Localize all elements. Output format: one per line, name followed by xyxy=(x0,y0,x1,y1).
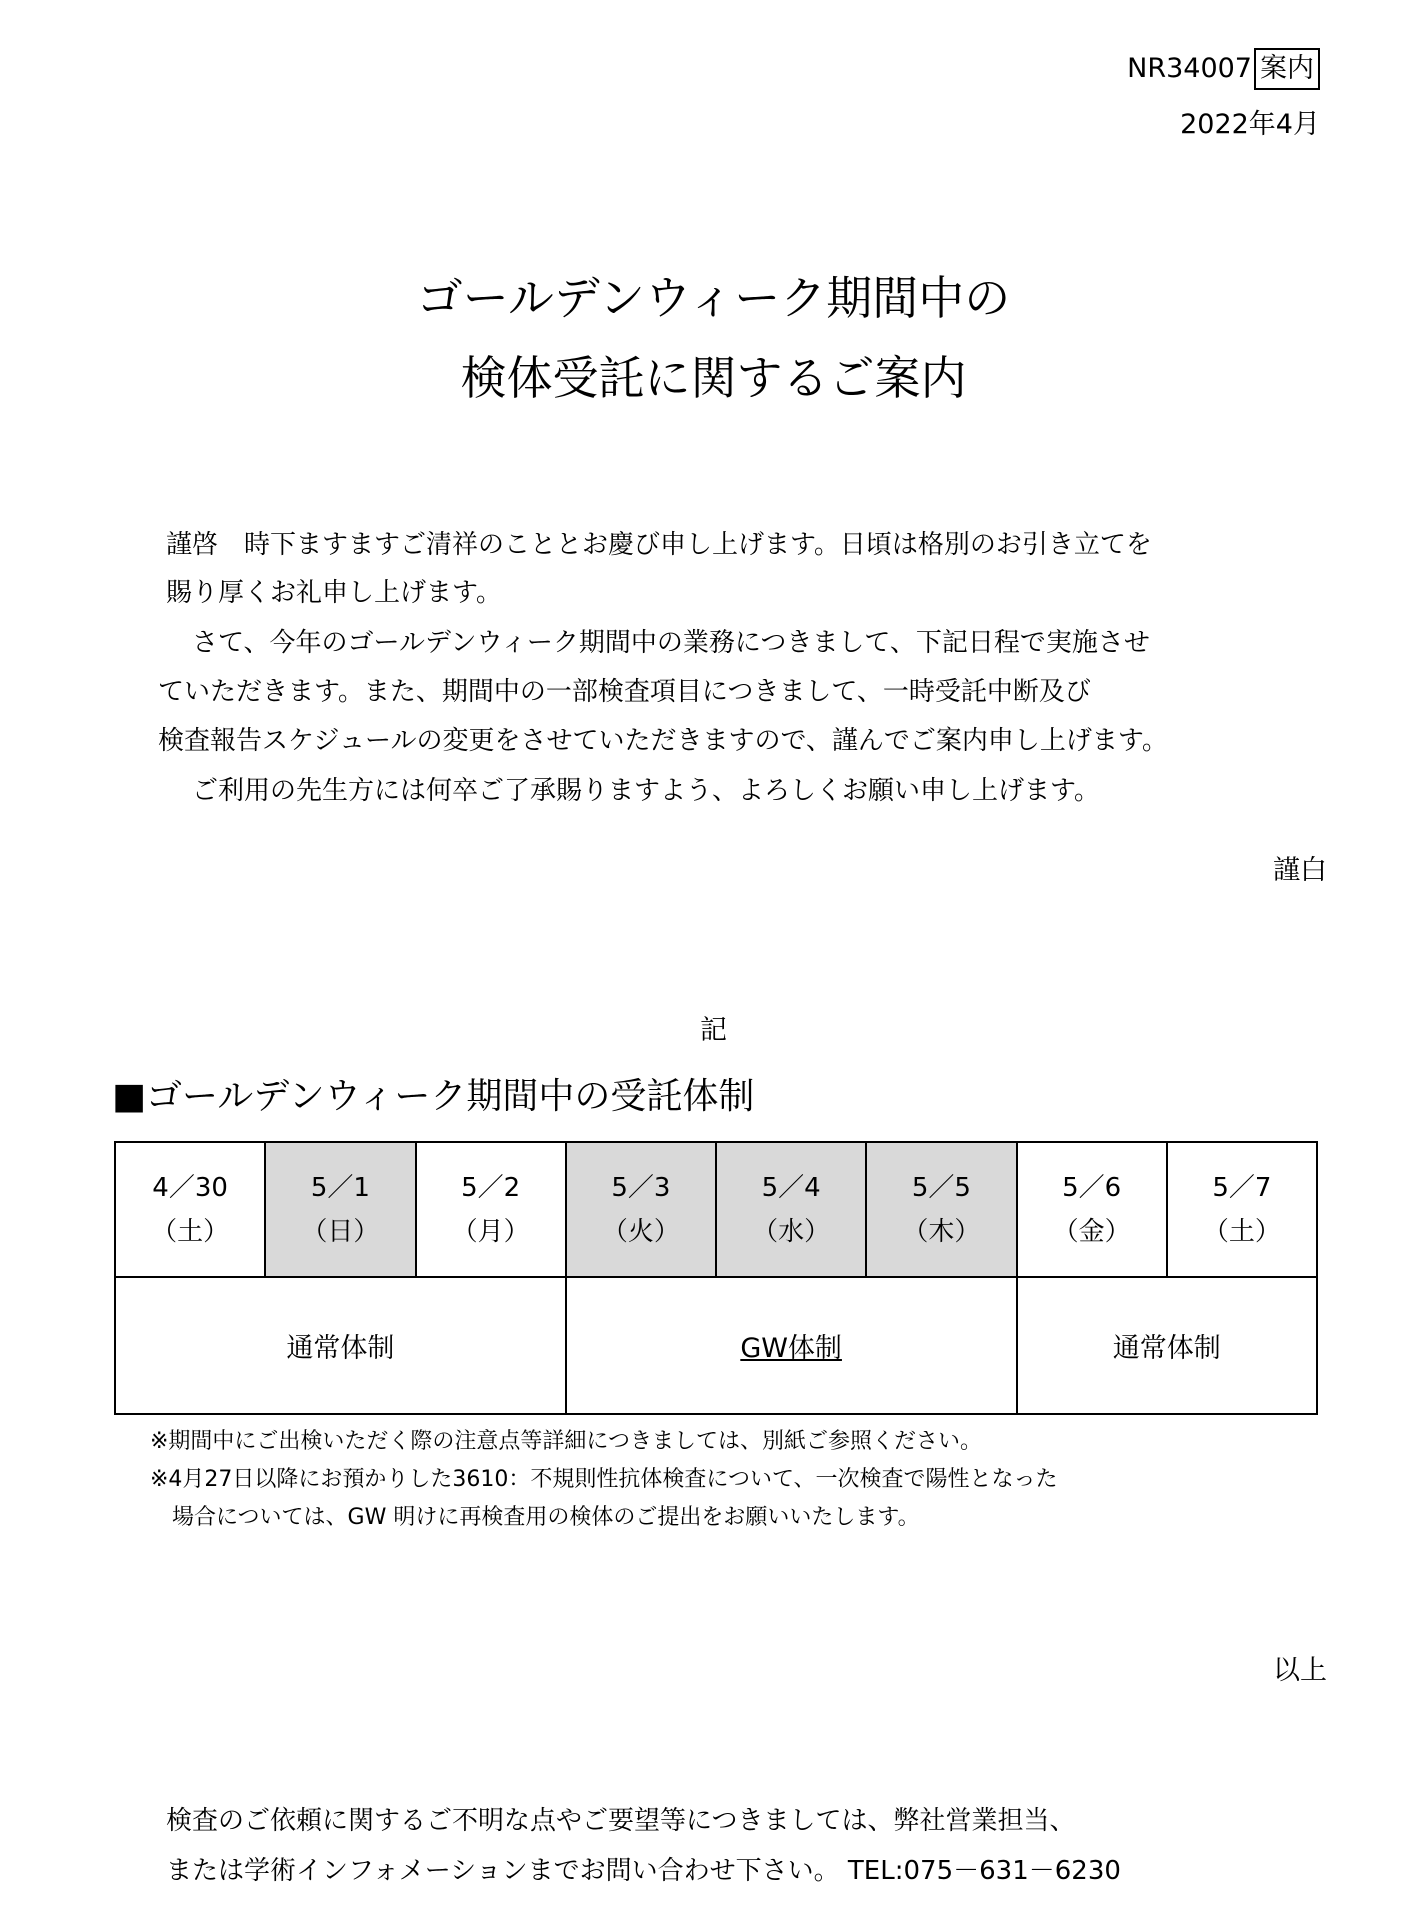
document-number: NR34007 xyxy=(1127,53,1252,84)
ki-heading: 記 xyxy=(700,1015,727,1046)
schedule-day-cell-holiday: 5／5 （木） xyxy=(866,1142,1016,1277)
schedule-table xyxy=(114,1141,1318,1415)
schedule-day-cell-holiday: 5／1 （日） xyxy=(265,1142,415,1277)
title-line-2: 検体受託に関するご案内 xyxy=(460,351,967,405)
footer-line-1: 検査のご依頼に関するご不明な点やご要望等につきましては、弊社営業担当、 xyxy=(166,1806,1076,1836)
document-type-tag: 案内 xyxy=(1254,48,1320,90)
schedule-day-cell: 5／7 （土） xyxy=(1167,1142,1317,1277)
body-line: 賜り厚くお礼申し上げます。 xyxy=(166,578,502,608)
title-line-1: ゴールデンウィーク期間中の xyxy=(416,271,1011,325)
body-line: 謹啓 時下ますますご清祥のこととお慶び申し上げます。日頃は格別のお引き立てを xyxy=(166,530,1152,560)
body-line: さて、今年のゴールデンウィーク期間中の業務につきまして、下記日程で実施させ xyxy=(166,628,1150,658)
schedule-mode-normal: 通常体制 xyxy=(1017,1277,1318,1414)
schedule-mode-gw: GW体制 xyxy=(566,1277,1017,1414)
schedule-day-cell-holiday: 5／3 （火） xyxy=(566,1142,716,1277)
body-line: 検査報告スケジュールの変更をさせていただきますので、謹んでご案内申し上げます。 xyxy=(158,726,1168,756)
note-line: 場合については、GW 明けに再検査用の検体のご提出をお願いいたします。 xyxy=(150,1505,920,1530)
schedule-day-cell: 5／6 （金） xyxy=(1017,1142,1167,1277)
footer-line-2: または学術インフォメーションまでお問い合わせ下さい。 TEL:075－631－6230 xyxy=(166,1856,1121,1886)
note-line: ※4月27日以降にお預かりした3610：不規則性抗体検査について、一次検査で陽性となった xyxy=(150,1467,1058,1492)
body-line: ていただきます。また、期間中の一部検査項目につきまして、一時受託中断及び xyxy=(158,677,1091,707)
schedule-dates-row xyxy=(115,1142,1317,1277)
schedule-modes-row xyxy=(115,1277,1317,1414)
schedule-day-cell-holiday: 5／4 （水） xyxy=(716,1142,866,1277)
end-mark: 以上 xyxy=(1273,1655,1327,1686)
schedule-day-cell: 5／2 （月） xyxy=(416,1142,566,1277)
note-line: ※期間中にご出検いただく際の注意点等詳細につきましては、別紙ご参照ください。 xyxy=(150,1429,982,1454)
body-line: ご利用の先生方には何卒ご了承賜りますよう、よろしくお願い申し上げます。 xyxy=(166,776,1100,806)
document-date: 2022年4月 xyxy=(1180,109,1320,140)
schedule-mode-normal: 通常体制 xyxy=(115,1277,566,1414)
closing-remark: 謹白 xyxy=(1273,855,1327,886)
schedule-day-cell: 4／30 （土） xyxy=(115,1142,265,1277)
document-code xyxy=(1127,47,1320,91)
section-title: ■ゴールデンウィーク期間中の受託体制 xyxy=(112,1076,755,1117)
